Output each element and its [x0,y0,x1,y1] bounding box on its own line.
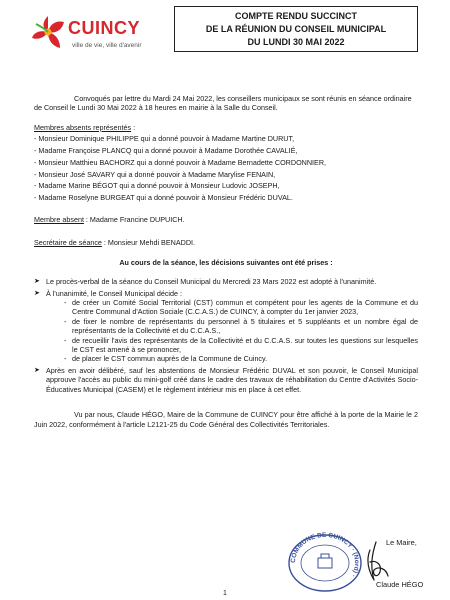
stamp-text: COMMUNE DE CUINCY · (Nord) · [289,531,361,579]
arrow-bullet-icon: ➤ [34,289,40,297]
decision-sub-item: - de recueillir l'avis des représentants de la Collectivité et du C.C.A.S. sur toutes les questions sur lesquelles le CST est amené à se prononcer, [64,336,418,355]
absent-represented-item: - Monsieur Matthieu BACHORZ qui a donné pouvoir à Madame Bernadette CORDONNIER, [34,157,327,167]
absent-represented-item: - Monsieur Dominique PHILIPPE qui a donné pouvoir à Madame Martine DURUT, [34,134,295,144]
absent-member-heading: Membre absent [34,215,84,224]
cuincy-logo [28,12,160,56]
logo-tagline: ville de vie, ville d'avenir [72,42,142,49]
absent-represented-item: - Monsieur José SAVARY qui a donné pouvoir à Madame Marylise FENAIN, [34,169,276,179]
decision-item-3 [34,366,418,394]
signature-title: Le Maire, [386,538,417,547]
secretary-text: : Monsieur Mehdi BENADDI. [101,238,196,248]
decision-item-1 [34,277,418,286]
decision-sub-item: - de fixer le nombre de représentants du personnel à 5 titulaires et 5 suppléants et un nombre égal de représentants de la Collectivité et du C.C.A.S., [64,317,418,336]
absents-represented-list [34,134,418,202]
absent-represented-item: - Madame Marine BÉGOT qui a donné pouvoir à Monsieur Ludovic JOSEPH, [34,181,280,191]
secretary-line [34,238,418,247]
absent-represented-item: - Madame Roselyne BURGEAT qui a donné pouvoir à Monsieur Frédéric DUVAL. [34,193,293,203]
decision-sub-item: - de créer un Comité Social Territorial (CST) commun et compétent pour les agents de la Commune et du Centre Communal d'Action Sociale (C.C.A.S.) de CUINCY, à compter du 1er janvier 2023, [64,298,418,317]
document-body [34,94,418,429]
closing-paragraph: Vu par nous, Claude HÉGO, Maire de la Commune de CUINCY pour être affiché à la porte de la Mairie le 2 Juin 2022, conformément à l'article L2121-25 du Code Général des Collectivités Territoriales. [34,410,418,429]
absent-member-text: : Madame Francine DUPUICH. [83,215,185,224]
absents-represented-heading: Membres absents représentés [34,122,132,132]
secretary-heading: Secrétaire de séance [34,238,102,248]
decision-sub-item: - de placer le CST commun auprès de la Commune de Cuincy. [64,354,418,363]
decisions-heading: Au cours de la séance, les décisions suivantes ont été prises : [119,257,333,267]
absents-represented-heading-line [34,123,418,132]
svg-text:COMMUNE DE CUINCY · (Nord) · [290,532,360,578]
decision-text: Le procès-verbal de la séance du Conseil Municipal du Mercredi 23 Mars 2022 est adopté à l'unanimité. [46,277,377,287]
report-title-box [174,6,418,52]
absents-represented-heading-suffix: : [131,122,136,132]
absent-represented-item: - Madame Françoise PLANCQ qui a donné pouvoir à Madame Dorothée CAVALIÉ, [34,146,298,156]
title-line-1: COMPTE RENDU SUCCINCT [234,10,357,21]
decision-sub-list [46,298,418,364]
arrow-bullet-icon: ➤ [34,278,40,286]
logo-mark-icon [28,12,68,52]
arrow-bullet-icon: ➤ [34,366,40,374]
decision-item-2 [34,289,418,364]
absent-member-line [34,215,418,224]
page-number: 1 [223,590,227,597]
decision-intro: À l'unanimité, le Conseil Municipal décide : [46,288,183,298]
decision-text: Après en avoir délibéré, sauf les abstentions de Monsieur Frédéric DUVAL et son pouvoir, le Conseil Municipal approuve l'accès au public du mini-golf créé dans le cadre des travaux de réhabilitation du Centre d'Activités Socio-Éducatives Municipal (CASEM) et le règlement intérieur mis en place à cet effet. [46,365,418,394]
title-line-2: DE LA RÉUNION DU CONSEIL MUNICIPAL [205,23,387,34]
title-line-3: DU LUNDI 30 MAI 2022 [247,36,345,47]
municipal-stamp [282,530,368,592]
logo-name: CUINCY [68,18,141,38]
signature-name: Claude HÉGO [376,580,424,589]
convocation-paragraph: Convoqués par lettre du Mardi 24 Mai 2022, les conseillers municipaux se sont réunis en séance ordinaire de Conseil le Lundi 30 Mai 2022 à 18 heures en mairie à la Salle du Conseil. [34,94,412,113]
